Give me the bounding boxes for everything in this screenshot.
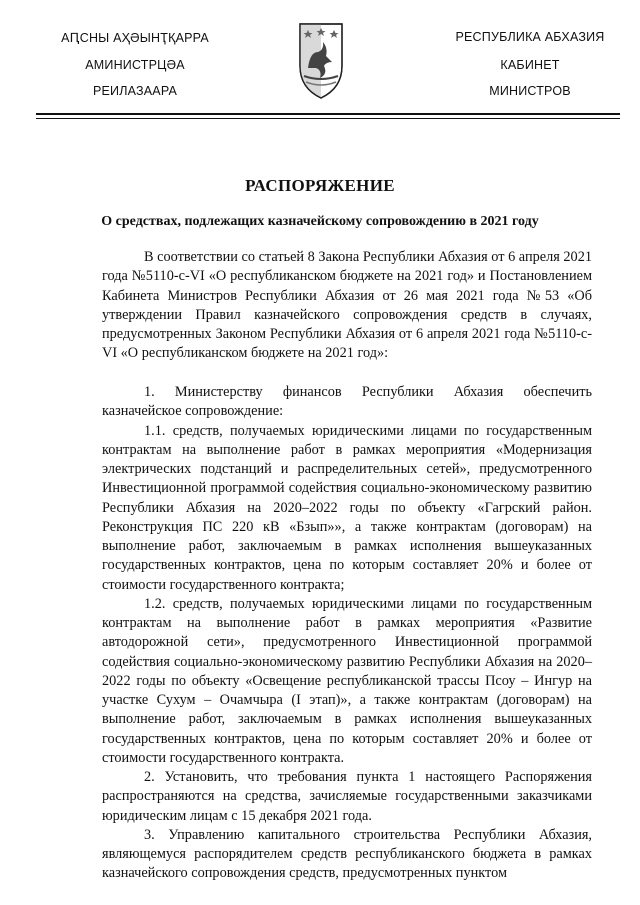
document-subtitle: О средствах, подлежащих казначейскому сопровождению в 2021 году	[101, 214, 539, 229]
header-right-line-1: РЕСПУБЛИКА АБХАЗИЯ	[455, 30, 605, 44]
header-left-line-2: АМИНИСТРЦӘА	[85, 58, 185, 72]
header-rule-thick	[36, 113, 620, 115]
item-1-2-paragraph: 1.2. средств, получаемых юридическими лицами по государственным контрактам на выполнение работ в рамках мероприятия «Развитие автодорожной сети», предусмотренного Инвестиционной программой содействия социально-экономическому развитию Республики Абхазия на 2020–2022 годы по объекту «Освещение республиканской трассы Псоу – Ингур на участке Сухум – Очамчыра (I этап)», а также контрактам (договорам) на выполнение работ, заключаемым в рамках исполнения вышеуказанных государственных контрактов, цена по которым составляет 20% и более от стоимости государственного контракта.	[102, 595, 592, 766]
header-rule-thin	[36, 118, 620, 119]
item-3-paragraph: 3. Управлению капитального строительства Республики Абхазия, являющемуся распорядителем средств республиканского бюджета в рамках казначейского сопровождения средств, предусмотренных пунктом	[102, 826, 592, 882]
preamble-paragraph: В соответствии со статьей 8 Закона Республики Абхазия от 6 апреля 2021 года №5110-с-VI «О республиканском бюджете на 2021 год» и Постановлением Кабинета Министров Республики Абхазия от 26 мая 2021 года №53 «Об утверждении Правил казначейского сопровождения средств в случаях, предусмотренных Законом Республики Абхазия от 6 апреля 2021 года №5110-с-VI «О республиканском бюджете на 2021 год»:	[102, 249, 592, 362]
document-body	[102, 248, 592, 884]
header-right-line-3: МИНИСТРОВ	[489, 84, 571, 98]
document-title: РАСПОРЯЖЕНИЕ	[245, 176, 395, 195]
coat-of-arms-emblem	[296, 22, 346, 100]
item-1-paragraph: 1. Министерству финансов Республики Абхазия обеспечить казначейское сопровождение:	[102, 384, 592, 420]
item-1-1-paragraph: 1.1. средств, получаемых юридическими лицами по государственным контрактам на выполнение работ в рамках мероприятия «Модернизация электрических подстанций и распределительных сетей», предусмотренного Инвестиционной программой содействия социально-экономическому развитию Республики Абхазия на 2020–2022 годы по объекту «Гагрский район. Реконструкция ПС 220 кВ «Бзып»», а также контрактам (договорам) на выполнение работ, заключаемым в рамках исполнения вышеуказанных государственных контрактов, цена по которым составляет 20% и более от стоимости государственного контракта;	[102, 422, 592, 593]
item-2-paragraph: 2. Установить, что требования пункта 1 настоящего Распоряжения распространяются на средства, зачисляемые государственными заказчиками юридическим лицам с 15 декабря 2021 года.	[102, 769, 592, 824]
header-right-line-2: КАБИНЕТ	[500, 58, 560, 72]
header-left-line-1: АԤСНЫ АҲӘЫНҬҚАРРА	[61, 31, 209, 45]
header-left-line-3: РЕИЛАЗААРА	[92, 84, 178, 98]
